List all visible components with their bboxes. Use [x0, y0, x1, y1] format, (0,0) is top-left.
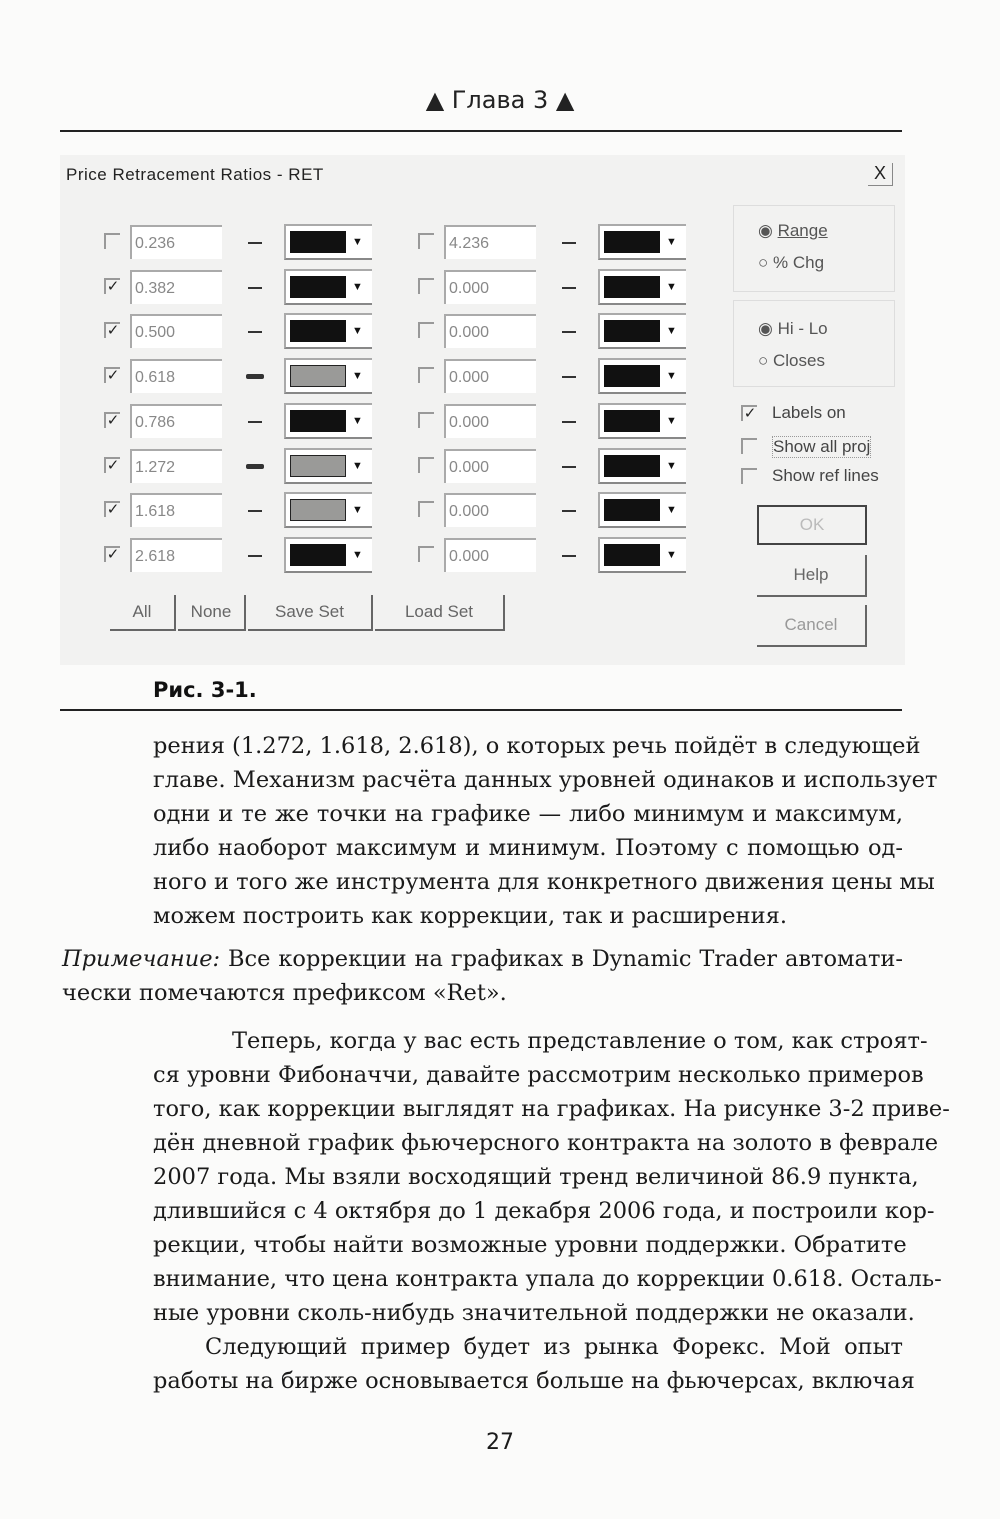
ratio-checkbox[interactable]	[418, 457, 434, 473]
ratio-checkbox[interactable]	[418, 412, 434, 428]
line-style-sample	[562, 287, 576, 289]
all-button[interactable]: All	[110, 595, 176, 631]
ratio-checkbox[interactable]	[418, 367, 434, 383]
text-line: рения (1.272, 1.618, 2.618), о которых речь пойдёт в следующей	[153, 733, 921, 759]
ratio-value-input[interactable]: 0.500	[130, 314, 222, 348]
chevron-down-icon: ▼	[666, 548, 677, 561]
radio-hi-lo-label: Hi - Lo	[777, 319, 828, 338]
line-style-sample	[248, 421, 262, 423]
ratio-value-input[interactable]: 0.000	[444, 359, 536, 393]
color-swatch	[604, 455, 660, 477]
chevron-down-icon: ▼	[666, 325, 677, 338]
ratio-checkbox[interactable]	[418, 322, 434, 338]
line-style-sample	[248, 555, 262, 557]
line-style-sample	[562, 376, 576, 378]
chevron-down-icon: ▼	[352, 370, 363, 383]
cancel-button[interactable]: Cancel	[757, 605, 867, 647]
radio-hi-lo[interactable]	[758, 319, 828, 339]
color-swatch	[604, 231, 660, 253]
ratio-value-input[interactable]: 1.272	[130, 449, 222, 483]
text-line: рекции, чтобы найти возможные уровни поддержки. Обратите	[153, 1232, 907, 1258]
color-select[interactable]	[598, 313, 686, 349]
line-style-sample	[248, 510, 262, 512]
text-line: дён дневной график фьючерсного контракта на золото в феврале	[153, 1130, 939, 1156]
ratio-value-input[interactable]: 0.000	[444, 404, 536, 438]
price-group	[733, 300, 895, 387]
show-ref-lines-checkbox[interactable]	[741, 468, 757, 484]
color-swatch	[290, 365, 346, 387]
ratio-checkbox[interactable]: ✓	[104, 322, 120, 338]
ratio-value-input[interactable]: 0.618	[130, 359, 222, 393]
radio-empty-icon: ○	[758, 253, 773, 272]
line-style-sample	[246, 464, 264, 469]
labels-on-checkbox[interactable]: ✓	[741, 405, 757, 421]
text-line: внимание, что цена контракта упала до коррекции 0.618. Осталь-	[153, 1266, 942, 1292]
running-head: ▲ Глава 3 ▲	[425, 86, 575, 114]
ratio-value-input[interactable]: 0.000	[444, 493, 536, 527]
radio-pct-chg-label: % Chg	[773, 253, 825, 272]
radio-range[interactable]	[758, 221, 828, 241]
color-select[interactable]	[284, 448, 372, 484]
line-style-sample	[248, 242, 262, 244]
ratio-checkbox[interactable]	[418, 501, 434, 517]
color-swatch	[604, 544, 660, 566]
chevron-down-icon: ▼	[352, 548, 363, 561]
radio-selected-icon: ◉	[758, 319, 778, 338]
ratio-checkbox[interactable]	[418, 546, 434, 562]
line-style-sample	[246, 374, 264, 379]
chevron-down-icon: ▼	[352, 325, 363, 338]
ratio-value-input[interactable]: 0.000	[444, 270, 536, 304]
ratio-checkbox[interactable]	[418, 233, 434, 249]
color-swatch	[604, 365, 660, 387]
color-select[interactable]	[598, 269, 686, 305]
radio-empty-icon: ○	[758, 351, 773, 370]
text-line: работы на бирже основывается больше на фьючерсах, включая	[153, 1368, 915, 1394]
color-select[interactable]	[598, 492, 686, 528]
color-select[interactable]	[284, 269, 372, 305]
ratio-value-input[interactable]: 0.786	[130, 404, 222, 438]
header-rule	[60, 130, 902, 132]
line-style-sample	[248, 331, 262, 333]
dialog-title: Price Retracement Ratios - RET	[66, 165, 324, 184]
radio-selected-icon: ◉	[758, 221, 778, 240]
line-style-sample	[562, 421, 576, 423]
text-line: Следующий пример будет из рынка Форекс. Мой опыт	[205, 1334, 903, 1360]
line-style-sample	[562, 555, 576, 557]
text-line: Теперь, когда у вас есть представление о том, как строят-	[232, 1028, 928, 1054]
labels-on-label: Labels on	[772, 403, 846, 422]
chevron-down-icon: ▼	[666, 236, 677, 248]
color-swatch	[290, 276, 346, 298]
ratio-value-input[interactable]: 0.000	[444, 449, 536, 483]
color-swatch	[290, 231, 346, 253]
chevron-down-icon: ▼	[352, 414, 363, 427]
ratio-value-input[interactable]: 2.618	[130, 538, 222, 572]
chevron-down-icon: ▼	[352, 504, 363, 517]
show-all-proj-label: Show all proj	[773, 437, 871, 456]
line-style-sample	[562, 510, 576, 512]
color-swatch	[604, 276, 660, 298]
radio-range-label: Range	[777, 221, 828, 240]
radio-closes[interactable]	[758, 351, 825, 371]
ratio-checkbox[interactable]	[418, 278, 434, 294]
color-swatch	[604, 499, 660, 521]
line-style-sample	[562, 331, 576, 333]
text-line: одни и те же точки на графике — либо минимум и максимум,	[153, 801, 903, 827]
text-line: либо наоборот максимум и минимум. Поэтому с помощью од-	[153, 835, 903, 861]
note-label: Примечание:	[62, 946, 221, 972]
ratio-checkbox[interactable]: ✓	[104, 367, 120, 383]
ratio-value-input[interactable]: 4.236	[444, 225, 536, 259]
chevron-down-icon: ▼	[666, 459, 677, 472]
ratio-value-input[interactable]: 0.000	[444, 538, 536, 572]
color-select[interactable]	[598, 448, 686, 484]
chevron-down-icon: ▼	[666, 370, 677, 383]
show-ref-lines-label: Show ref lines	[772, 466, 879, 485]
color-swatch	[290, 320, 346, 342]
close-button[interactable]: X	[868, 163, 893, 186]
text-line: ные уровни сколь-нибудь значительной поддержки не оказали.	[153, 1300, 915, 1326]
color-select[interactable]	[284, 358, 372, 394]
price-retracement-dialog	[60, 155, 905, 665]
text-line: длившийся с 4 октября до 1 декабря 2006 года, и построили кор-	[153, 1198, 935, 1224]
chevron-down-icon: ▼	[666, 504, 677, 517]
load-set-button[interactable]: Load Set	[375, 595, 505, 631]
ratio-checkbox[interactable]	[104, 233, 120, 249]
chevron-down-icon: ▼	[666, 280, 677, 293]
text-line: ного и того же инструмента для конкретного движения цены мы	[153, 869, 935, 895]
text-line: 2007 года. Мы взяли восходящий тренд величиной 86.9 пункта,	[153, 1164, 919, 1190]
page-number: 27	[486, 1430, 514, 1455]
color-select[interactable]	[284, 537, 372, 573]
color-swatch	[290, 499, 346, 521]
mode-group	[733, 205, 895, 292]
ratio-value-input[interactable]: 0.382	[130, 270, 222, 304]
color-select[interactable]	[598, 403, 686, 439]
color-select[interactable]	[598, 537, 686, 573]
color-select[interactable]	[284, 403, 372, 439]
color-swatch	[290, 544, 346, 566]
caption-rule	[60, 709, 902, 711]
save-set-button[interactable]: Save Set	[248, 595, 373, 631]
text-line: чески помечаются префиксом «Ret».	[62, 980, 507, 1006]
line-style-sample	[562, 466, 576, 468]
chevron-down-icon: ▼	[666, 414, 677, 427]
show-all-proj-checkbox[interactable]	[741, 438, 757, 454]
color-swatch	[290, 455, 346, 477]
color-select[interactable]	[284, 492, 372, 528]
ratio-checkbox[interactable]: ✓	[104, 278, 120, 294]
chevron-down-icon: ▼	[352, 236, 363, 248]
color-select[interactable]	[598, 224, 686, 260]
text-line: Все коррекции на графиках в Dynamic Trader автомати-	[228, 946, 903, 972]
ratio-checkbox[interactable]: ✓	[104, 457, 120, 473]
ratio-value-input[interactable]: 1.618	[130, 493, 222, 527]
ratio-value-input[interactable]: 0.000	[444, 314, 536, 348]
radio-pct-chg[interactable]	[758, 253, 824, 273]
color-select[interactable]	[284, 313, 372, 349]
text-line: ся уровни Фибоначчи, давайте рассмотрим несколько примеров	[153, 1062, 924, 1088]
ratio-checkbox[interactable]: ✓	[104, 412, 120, 428]
figure-caption: Рис. 3-1.	[153, 678, 257, 702]
help-button[interactable]: Help	[757, 555, 867, 597]
ok-button[interactable]: OK	[757, 505, 867, 545]
none-button[interactable]: None	[178, 595, 246, 631]
chevron-down-icon: ▼	[352, 280, 363, 293]
color-select[interactable]	[598, 358, 686, 394]
color-swatch	[604, 410, 660, 432]
color-swatch	[604, 320, 660, 342]
color-swatch	[290, 410, 346, 432]
text-line: того, как коррекции выглядят на графиках. На рисунке 3-2 приве-	[153, 1096, 950, 1122]
ratio-checkbox[interactable]: ✓	[104, 546, 120, 562]
text-line: главе. Механизм расчёта данных уровней одинаков и использует	[153, 767, 938, 793]
ratio-value-input[interactable]: 0.236	[130, 225, 222, 259]
ratio-checkbox[interactable]: ✓	[104, 501, 120, 517]
color-select[interactable]	[284, 224, 372, 260]
text-line: можем построить как коррекции, так и расширения.	[153, 903, 787, 929]
line-style-sample	[562, 242, 576, 244]
chevron-down-icon: ▼	[352, 459, 363, 472]
line-style-sample	[248, 287, 262, 289]
radio-closes-label: Closes	[773, 351, 825, 370]
